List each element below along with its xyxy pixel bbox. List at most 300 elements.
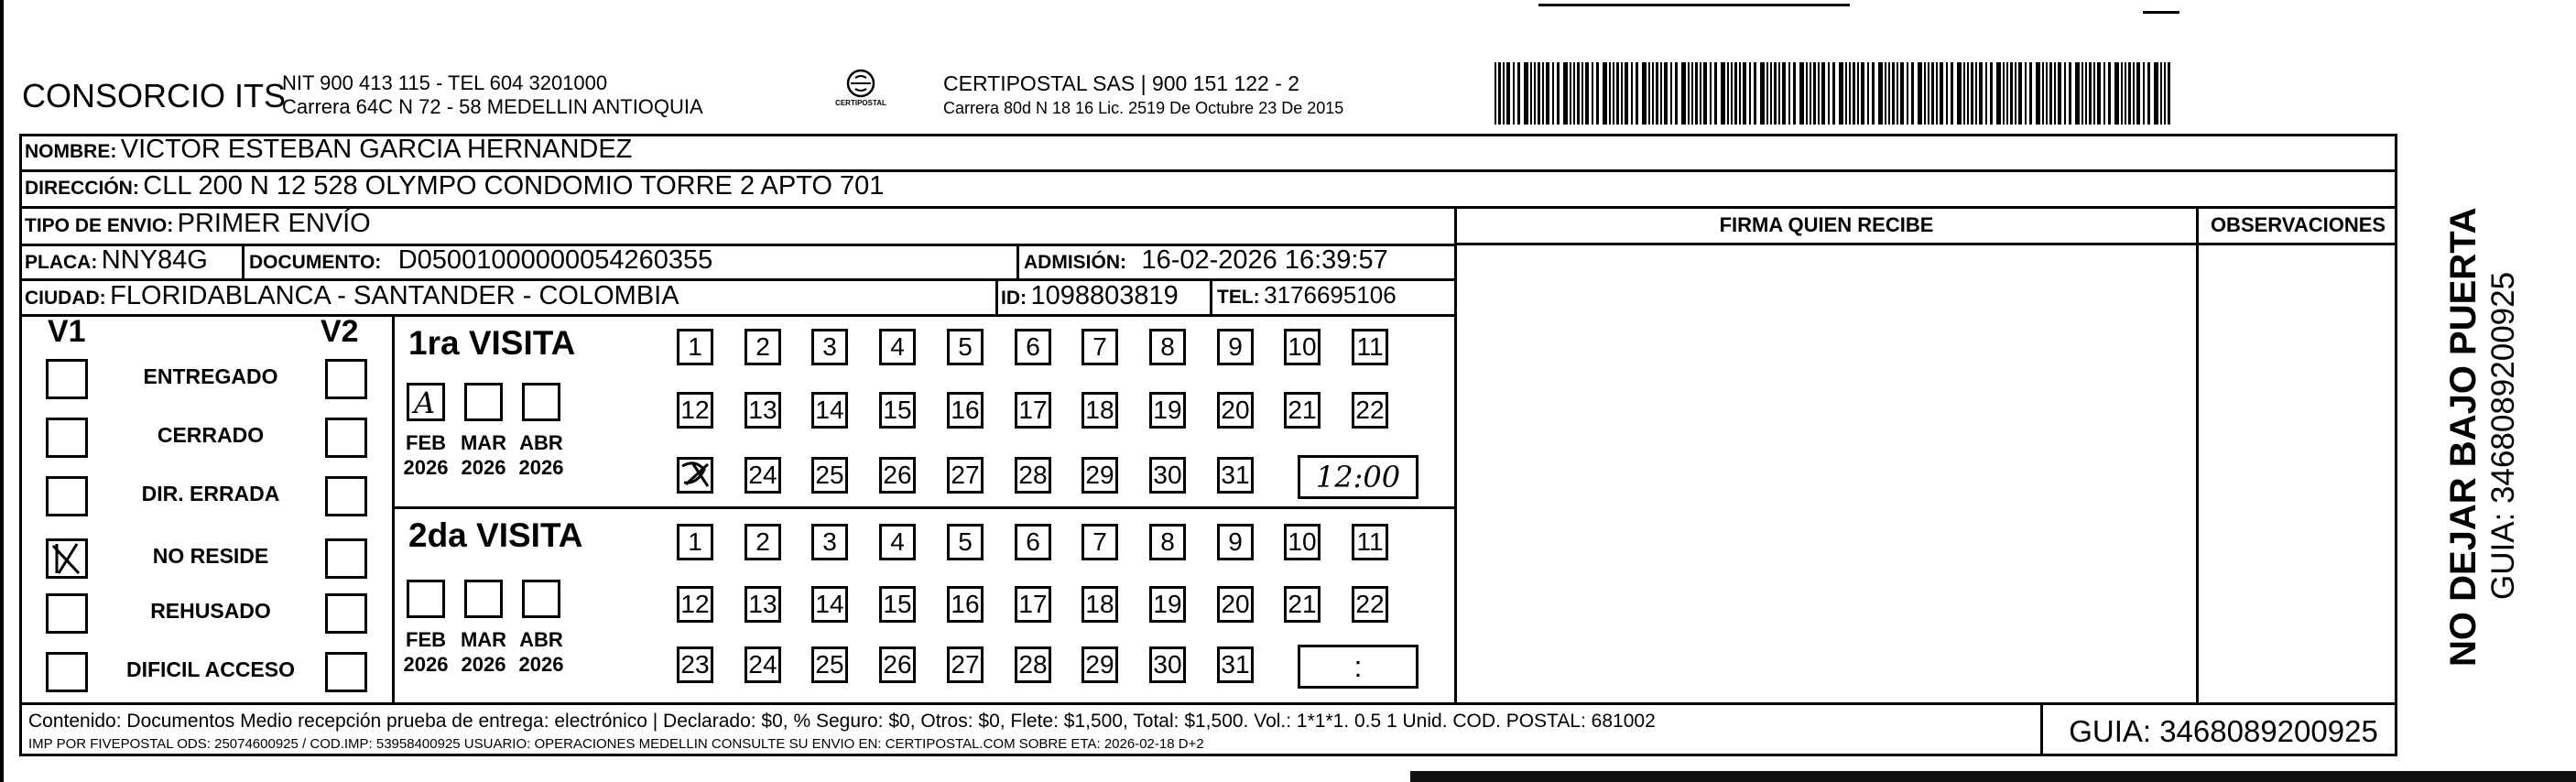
barcode-bar <box>1845 62 1847 125</box>
barcode-bar <box>1793 62 1796 125</box>
barcode-bar <box>1660 62 1662 125</box>
barcode-bar <box>1778 62 1780 125</box>
barcode-bar <box>1951 62 1953 125</box>
barcode-bar <box>2089 62 2092 125</box>
barcode-bar <box>2058 62 2061 125</box>
certipostal-license-line: Carrera 80d N 18 16 Lic. 2519 De Octubre 23 De 2015 <box>943 99 1344 117</box>
visit1-day-27[interactable] <box>947 457 984 494</box>
barcode-bar <box>1596 62 1599 125</box>
month-name: MAR <box>460 431 507 454</box>
barcode-bar <box>1867 62 1869 125</box>
tipo-envio-value: PRIMER ENVÍO <box>177 209 371 238</box>
visit1-day-19[interactable] <box>1149 392 1186 429</box>
barcode-bar <box>1924 62 1926 125</box>
visit2-day-1[interactable] <box>677 524 713 560</box>
barcode-bar <box>1721 62 1725 125</box>
barcode-bar <box>1971 62 1973 125</box>
barcode-bar <box>1928 62 1929 125</box>
v2-checkbox-2[interactable] <box>325 476 367 516</box>
visit1-day-6[interactable] <box>1015 329 1051 365</box>
barcode-bar <box>1613 62 1614 125</box>
visit1-month-label <box>455 430 512 480</box>
barcode-bar <box>1770 62 1772 125</box>
barcode-bar <box>1542 62 1544 125</box>
visit1-day-number: 27 <box>951 461 980 489</box>
visit1-day-number: 13 <box>748 396 777 424</box>
visit1-month-label <box>513 430 570 480</box>
visit2-day-9[interactable] <box>1217 524 1254 560</box>
visit1-day-20[interactable] <box>1217 392 1254 429</box>
visit1-day-number: 6 <box>1026 332 1040 361</box>
barcode-bar <box>2164 62 2166 125</box>
visit1-day-4[interactable] <box>879 329 916 365</box>
barcode-bar <box>1818 62 1820 125</box>
barcode-bar <box>2042 62 2044 125</box>
visit2-day-number: 28 <box>1018 650 1048 679</box>
barcode-bar <box>1853 62 1855 125</box>
barcode-bar <box>1636 62 1638 125</box>
id-value: 1098803819 <box>1030 281 1179 310</box>
visit1-day-21[interactable] <box>1284 392 1321 429</box>
barcode-bar <box>2069 62 2071 125</box>
visit2-day-28[interactable] <box>1015 646 1051 683</box>
barcode-bar <box>2154 62 2158 125</box>
visit1-day-number: 15 <box>883 396 912 424</box>
visit2-day-number: 1 <box>688 527 702 556</box>
visit2-day-12[interactable] <box>677 586 713 623</box>
visit1-day-8[interactable] <box>1149 329 1186 365</box>
visit2-day-number: 4 <box>890 527 905 556</box>
barcode-bar <box>1861 62 1864 125</box>
barcode-bar <box>1849 62 1851 125</box>
visit1-day-29[interactable] <box>1081 457 1118 494</box>
company-address-line: Carrera 64C N 72 - 58 MEDELLIN ANTIOQUIA <box>282 95 703 118</box>
barcode-bar <box>1675 62 1678 125</box>
month-name: ABR <box>519 431 563 454</box>
month-year: 2026 <box>461 653 506 676</box>
visit1-day-number: 22 <box>1355 396 1385 424</box>
visit1-month-box-feb[interactable] <box>407 383 445 421</box>
barcode-bar <box>1892 62 1895 125</box>
visit1-day-30[interactable] <box>1149 457 1186 494</box>
barcode-bar <box>1625 62 1628 125</box>
handwritten-day-mark <box>677 457 713 494</box>
nombre-label: NOMBRE: <box>25 141 117 162</box>
visit1-day-number: 8 <box>1160 332 1175 361</box>
documento-field <box>249 245 712 276</box>
visit1-day-number: 11 <box>1356 332 1384 361</box>
visit2-time-box[interactable] <box>1298 645 1418 689</box>
visit2-month-label <box>397 627 454 677</box>
month-year: 2026 <box>403 456 449 479</box>
barcode-bar <box>1664 62 1668 125</box>
visit2-day-17[interactable] <box>1015 586 1051 623</box>
documento-value: D05001000000054260355 <box>397 245 713 275</box>
visit2-day-24[interactable] <box>745 646 781 683</box>
barcode-bar <box>1821 62 1825 125</box>
status-label: REHUSADO <box>150 599 271 623</box>
v2-checkbox-1[interactable] <box>325 418 367 458</box>
certipostal-logo <box>829 69 893 114</box>
visit2-day-11[interactable] <box>1352 524 1388 560</box>
barcode-bar <box>1885 62 1886 125</box>
visit2-day-19[interactable] <box>1149 586 1186 623</box>
visit1-day-number: 29 <box>1085 461 1114 489</box>
visit2-day-number: 29 <box>1085 650 1114 679</box>
visit2-day-number: 15 <box>883 590 912 618</box>
status-label: NO RESIDE <box>152 544 269 568</box>
barcode-bar <box>2136 62 2140 125</box>
barcode-bar <box>1534 62 1536 125</box>
visit1-day-number: 2 <box>755 332 770 361</box>
barcode-bar <box>1734 62 1737 125</box>
visit1-day-23[interactable] <box>677 457 713 494</box>
admision-label: ADMISIÓN: <box>1024 252 1126 273</box>
barcode-bar <box>1766 62 1768 125</box>
barcode-bar <box>1603 62 1607 125</box>
barcode-bar <box>1799 62 1804 125</box>
visit2-month-box-mar[interactable] <box>464 580 503 618</box>
status-label: ENTREGADO <box>143 364 278 388</box>
barcode-bar <box>1788 62 1790 125</box>
visit2-day-number: 9 <box>1228 527 1243 556</box>
barcode-bar <box>1581 62 1583 125</box>
visit2-day-number: 30 <box>1153 650 1182 679</box>
visit2-day-10[interactable] <box>1284 524 1321 560</box>
visit2-day-21[interactable] <box>1284 586 1321 623</box>
month-year: 2026 <box>461 456 506 479</box>
visit2-day-20[interactable] <box>1217 586 1254 623</box>
visit1-day-25[interactable] <box>811 457 848 494</box>
id-label: ID: <box>1001 288 1027 309</box>
barcode-bar <box>1656 62 1658 125</box>
barcode-bar <box>1754 62 1756 125</box>
visit1-title: 1ra VISITA <box>408 324 576 362</box>
visit1-day-7[interactable] <box>1081 329 1118 365</box>
barcode-bar <box>1670 62 1672 125</box>
barcode-bar <box>2003 62 2005 125</box>
barcode-bar <box>1975 62 1977 125</box>
barcode-bar <box>1621 62 1623 125</box>
month-year: 2026 <box>518 653 564 676</box>
visit1-day-18[interactable] <box>1081 392 1118 429</box>
ciudad-label: CIUDAD: <box>25 288 106 309</box>
barcode-bar <box>1839 62 1843 125</box>
visit2-day-number: 31 <box>1221 650 1250 679</box>
col-line <box>1016 244 1019 278</box>
direccion-label: DIRECCIÓN: <box>25 178 139 199</box>
visit2-day-4[interactable] <box>879 524 916 560</box>
footer-content-line: Contenido: Documentos Medio recepción prueba de entrega: electrónico | Declarado: $0, % Seguro: $0, Otros: $0, Flete: $1,500, Total: $1,500. Vol.: 1*1*1. 0.5 1 Unid. COD. POSTAL: 681002 <box>28 711 1656 732</box>
v2-checkbox-5[interactable] <box>325 652 367 692</box>
barcode-bar <box>2049 62 2052 125</box>
visit1-month-box-abr[interactable] <box>522 383 560 421</box>
visit2-day-29[interactable] <box>1081 646 1118 683</box>
barcode-bar <box>2160 62 2162 125</box>
barcode-bar <box>2054 62 2056 125</box>
barcode-bar <box>1688 62 1690 125</box>
observaciones-header: OBSERVACIONES <box>2210 213 2386 236</box>
row-line <box>19 314 1457 317</box>
visit2-day-number: 12 <box>680 590 710 618</box>
barcode-bar <box>1517 62 1520 125</box>
barcode-bar <box>1648 62 1650 125</box>
visit1-day-number: 7 <box>1092 332 1107 361</box>
barcode-bar <box>1592 62 1593 125</box>
visit2-day-16[interactable] <box>947 586 984 623</box>
barcode-bar <box>2114 62 2119 125</box>
visit1-day-5[interactable] <box>947 329 984 365</box>
visit2-day-27[interactable] <box>947 646 984 683</box>
ciudad-field <box>25 281 679 311</box>
visit2-day-number: 10 <box>1288 527 1317 556</box>
status-label: DIFICIL ACCESO <box>125 657 295 681</box>
visit2-day-number: 2 <box>755 527 770 556</box>
ciudad-value: FLORIDABLANCA - SANTANDER - COLOMBIA <box>110 281 679 310</box>
visit2-day-18[interactable] <box>1081 586 1118 623</box>
placa-field <box>25 245 208 276</box>
v1-label: V1 <box>48 314 86 349</box>
visit1-day-1[interactable] <box>677 329 713 365</box>
visit1-day-16[interactable] <box>947 392 984 429</box>
visit1-day-31[interactable] <box>1217 457 1254 494</box>
visit1-day-number: 21 <box>1288 396 1317 424</box>
barcode-bar <box>2029 62 2032 125</box>
barcode-bar <box>2015 62 2016 125</box>
v1-checkbox-2[interactable] <box>46 476 88 516</box>
placa-value: NNY84G <box>101 245 208 275</box>
visit1-day-28[interactable] <box>1015 457 1051 494</box>
barcode-bar <box>1967 62 1969 125</box>
barcode-bar <box>2125 62 2126 125</box>
v1-checkbox-5[interactable] <box>46 652 88 692</box>
barcode-bar <box>2121 62 2123 125</box>
row-line <box>1454 243 2397 245</box>
scan-top-marks <box>1538 4 1850 6</box>
visit2-day-2[interactable] <box>745 524 781 560</box>
visit2-day-31[interactable] <box>1217 646 1254 683</box>
barcode-bar <box>2010 62 2013 125</box>
visit2-day-8[interactable] <box>1149 524 1186 560</box>
barcode <box>1495 62 2172 125</box>
barcode-bar <box>2075 62 2080 125</box>
scan-bottom-edge <box>1410 771 2576 782</box>
visit1-time-box[interactable] <box>1298 455 1418 499</box>
visit2-day-26[interactable] <box>879 646 916 683</box>
visit2-time-value: : <box>1353 649 1363 683</box>
scan-edge-line <box>0 0 4 782</box>
barcode-bar <box>1524 62 1528 125</box>
barcode-bar <box>2036 62 2040 125</box>
barcode-bar <box>1616 62 1619 125</box>
documento-label: DOCUMENTO: <box>249 252 382 273</box>
visit1-day-12[interactable] <box>677 392 713 429</box>
tel-value: 3176695106 <box>1264 281 1397 309</box>
visit2-day-number: 14 <box>815 590 844 618</box>
col-line <box>2040 702 2043 756</box>
barcode-bar <box>1760 62 1765 125</box>
visit1-month-label <box>397 430 454 480</box>
direccion-value: CLL 200 N 12 528 OLYMPO CONDOMIO TORRE 2 APTO 701 <box>143 171 885 201</box>
visit1-day-number: 17 <box>1018 396 1048 424</box>
visit1-time-value: 12:00 <box>1315 460 1401 494</box>
barcode-bar <box>1907 62 1908 125</box>
barcode-bar <box>1714 62 1717 125</box>
v1-checkbox-1[interactable] <box>46 418 88 458</box>
visit2-month-box-feb[interactable] <box>407 580 445 618</box>
barcode-bar <box>1774 62 1777 125</box>
barcode-bar <box>1631 62 1633 125</box>
status-label: CERRADO <box>157 423 265 447</box>
barcode-bar <box>2006 62 2008 125</box>
barcode-bar <box>1985 62 1987 125</box>
barcode-bar <box>1538 62 1540 125</box>
row-line <box>19 206 2397 209</box>
visit2-day-number: 21 <box>1288 590 1317 618</box>
visit1-day-number: 30 <box>1153 461 1182 489</box>
barcode-bar <box>2081 62 2083 125</box>
barcode-bar <box>1731 62 1733 125</box>
barcode-bar <box>1563 62 1568 125</box>
barcode-bar <box>1695 62 1698 125</box>
visit1-day-10[interactable] <box>1284 329 1321 365</box>
visit1-day-number: 16 <box>951 396 980 424</box>
visit2-day-15[interactable] <box>879 586 916 623</box>
barcode-bar <box>2133 62 2135 125</box>
visit2-day-7[interactable] <box>1081 524 1118 560</box>
visit2-day-number: 13 <box>748 590 777 618</box>
visit2-day-number: 24 <box>748 650 777 679</box>
barcode-bar <box>1749 62 1751 125</box>
visit1-day-number: 18 <box>1085 396 1114 424</box>
visit1-day-number: 3 <box>822 332 837 361</box>
visit1-day-number: 4 <box>890 332 905 361</box>
barcode-bar <box>1828 62 1830 125</box>
barcode-bar <box>1609 62 1611 125</box>
visit2-day-5[interactable] <box>947 524 984 560</box>
status-label: DIR. ERRADA <box>141 482 280 505</box>
visit2-day-number: 20 <box>1221 590 1250 618</box>
v2-checkbox-3[interactable] <box>325 538 367 579</box>
barcode-bar <box>1990 62 1993 125</box>
tipo-envio-label: TIPO DE ENVIO: <box>25 215 174 236</box>
visit2-day-number: 11 <box>1356 527 1384 556</box>
visit2-month-label <box>455 627 512 677</box>
barcode-bar <box>1810 62 1811 125</box>
visit1-month-box-mar[interactable] <box>464 383 503 421</box>
visit1-day-26[interactable] <box>879 457 916 494</box>
visit2-day-number: 19 <box>1153 590 1182 618</box>
visit2-day-number: 22 <box>1355 590 1385 618</box>
month-name: FEB <box>406 628 446 651</box>
visit2-day-22[interactable] <box>1352 586 1388 623</box>
barcode-bar <box>2018 62 2022 125</box>
tel-label: TEL: <box>1217 287 1260 308</box>
visit1-day-number: 19 <box>1153 396 1182 424</box>
visit1-day-number: 20 <box>1221 396 1250 424</box>
handwritten-x-mark <box>46 538 88 579</box>
visit1-day-2[interactable] <box>745 329 781 365</box>
barcode-bar <box>2147 62 2150 125</box>
admision-field <box>1024 245 1388 276</box>
barcode-bar <box>1557 62 1560 125</box>
visit2-day-23[interactable] <box>677 646 713 683</box>
v2-checkbox-4[interactable] <box>325 593 367 634</box>
visit1-day-11[interactable] <box>1352 329 1388 365</box>
visit2-day-25[interactable] <box>811 646 848 683</box>
barcode-bar <box>1552 62 1554 125</box>
barcode-bar <box>1878 62 1883 125</box>
visit2-day-6[interactable] <box>1015 524 1051 560</box>
company-nit-line: NIT 900 413 115 - TEL 604 3201000 <box>282 71 608 94</box>
footer-guia: GUIA: 3468089200925 <box>2069 714 2378 748</box>
barcode-bar <box>1888 62 1890 125</box>
visit1-day-number: 9 <box>1228 332 1243 361</box>
v2-checkbox-0[interactable] <box>325 359 367 399</box>
visit1-day-14[interactable] <box>811 392 848 429</box>
barcode-bar <box>2046 62 2048 125</box>
visit2-day-30[interactable] <box>1149 646 1186 683</box>
v2-label: V2 <box>321 314 359 349</box>
visit1-day-13[interactable] <box>745 392 781 429</box>
barcode-bar <box>1495 62 1496 125</box>
col-line <box>2196 206 2199 702</box>
side-warning: NO DEJAR BAJO PUERTA <box>2443 207 2484 667</box>
visit1-day-number: 26 <box>883 461 912 489</box>
barcode-bar <box>1872 62 1875 125</box>
barcode-bar <box>2025 62 2027 125</box>
barcode-bar <box>1691 62 1693 125</box>
visit1-day-22[interactable] <box>1352 392 1388 429</box>
barcode-bar <box>1503 62 1505 125</box>
scan-top-marks-2 <box>2143 11 2179 14</box>
visit1-day-24[interactable] <box>745 457 781 494</box>
barcode-bar <box>1703 62 1707 125</box>
month-year: 2026 <box>518 456 564 479</box>
barcode-bar <box>1727 62 1729 125</box>
visit2-day-3[interactable] <box>811 524 848 560</box>
visit1-month-mark: A <box>414 386 436 420</box>
month-name: ABR <box>519 628 563 651</box>
barcode-bar <box>1946 62 1948 125</box>
barcode-bar <box>1573 62 1575 125</box>
col-line <box>392 314 395 702</box>
v1-checkbox-0[interactable] <box>46 359 88 399</box>
visit2-day-14[interactable] <box>811 586 848 623</box>
nombre-value: VICTOR ESTEBAN GARCIA HERNANDEZ <box>120 135 633 164</box>
barcode-bar <box>1513 62 1515 125</box>
row-line <box>392 506 1457 509</box>
visit2-month-box-abr[interactable] <box>522 580 560 618</box>
barcode-bar <box>2064 62 2066 125</box>
visit1-day-9[interactable] <box>1217 329 1254 365</box>
visit1-day-3[interactable] <box>811 329 848 365</box>
visit1-day-17[interactable] <box>1015 392 1051 429</box>
visit1-day-number: 10 <box>1288 332 1317 361</box>
barcode-bar <box>1996 62 2001 125</box>
v1-checkbox-4[interactable] <box>46 593 88 634</box>
visit2-day-number: 8 <box>1160 527 1175 556</box>
tipo-envio-field <box>25 209 371 239</box>
barcode-bar <box>2085 62 2087 125</box>
v1-checkbox-3[interactable] <box>46 538 88 579</box>
visit2-day-13[interactable] <box>745 586 781 623</box>
visit2-day-number: 23 <box>680 650 710 679</box>
barcode-bar <box>2128 62 2131 125</box>
direccion-field <box>25 171 884 201</box>
barcode-bar <box>2097 62 2101 125</box>
visit1-day-15[interactable] <box>879 392 916 429</box>
